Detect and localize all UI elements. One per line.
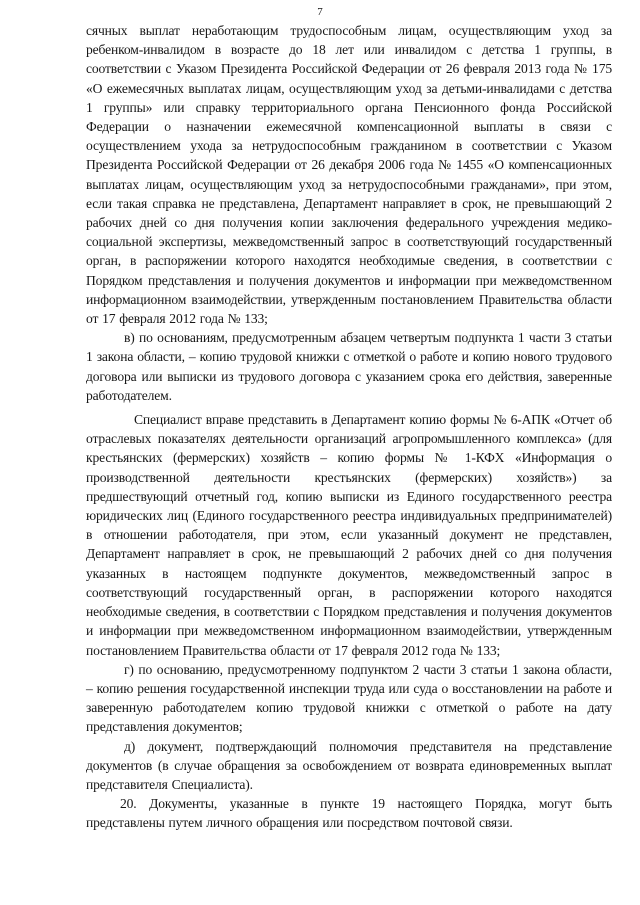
paragraph-specialist: Специалист вправе представить в Департамент копию формы № 6-АПК «Отчет об отраслевых показателях деятельности организаций агропромышленного комплекса» (для крестьянских (фермерских) хозяйств – копию формы № 1-КФХ «Информация о производственной деятельности крестьянских (фермерских) хозяйств») за предшествующий отчетный год, копию выписки из Единого государственного реестра юридических лиц (Единого государственного реестра индивидуальных предпринимателей) в отношении работодателя, при этом, если указанный документ не представлен, Департамент направляет в срок, не превышающий 2 рабочих дней со дня получения указанных в настоящем подпункте документов, межведомственный запрос в соответствующий государственный орган, в распоряжении которого находятся необходимые сведения, в соответствии с Порядком представления и получения документов и информации при межведомственном информационном взаимодействии, утвержденным постановлением Правительства области от 17 февраля 2012 года № 133; bbox=[86, 412, 612, 658]
page-number: 7 bbox=[317, 6, 323, 18]
paragraph-item-g: г) по основанию, предусмотренному подпунктом 2 части 3 статьи 1 закона области, – копию решения государственной инспекции труда или суда о восстановлении на работе и заверенную работодателем копию трудовой книжки с отметкой о работе на дату представления документов; bbox=[86, 661, 612, 735]
paragraph-item-d: д) документ, подтверждающий полномочия представителя на представление документов (в случае обращения за освобождением от возврата единовременных выплат представителя Специалиста). bbox=[86, 738, 612, 792]
paragraph-continuation: сячных выплат неработающим трудоспособным лицам, осуществляющим уход за ребенком-инвалидом в возрасте до 18 лет или инвалидом с детства 1 группы, в соответствии с Указом Президента Российской Федерации от 26 февраля 2013 года № 175 «О ежемесячных выплатах лицам, осуществляющим уход за детьми-инвалидами с детства 1 группы» или справку территориального органа Пенсионного фонда Российской Федерации о назначении ежемесячной компенсационной выплаты в связи с осуществлением ухода за нетрудоспособным гражданином в соответствии с Указом Президента Российской Федерации от 26 декабря 2006 года № 1455 «О компенсационных выплатах лицам, осуществляющим уход за нетрудоспособными гражданами», при этом, если такая справка не представлена, Департамент направляет в срок, не превышающий 2 рабочих дней со дня получения копии заключения федерального учреждения медико-социальной экспертизы, межведомственный запрос в соответствующий государственный орган, в распоряжении которого находятся необходимые сведения, в соответствии с Порядком представления и получения документов и информации при межведомственном информационном взаимодействии, утвержденным постановлением Правительства области от 17 февраля 2012 года № 133; bbox=[86, 23, 612, 327]
paragraph-item-v: в) по основаниям, предусмотренным абзацем четвертым подпункта 1 части 3 статьи 1 закона области, – копию трудовой книжки с отметкой о работе и копию нового трудового договора или выписки из трудового договора с указанием срока его действия, заверенные работодателем. bbox=[86, 330, 612, 403]
document-body bbox=[86, 21, 612, 833]
paragraph-point-20: 20. Документы, указанные в пункте 19 настоящего Порядка, могут быть представлены путем личного обращения или посредством почтовой связи. bbox=[86, 796, 612, 831]
